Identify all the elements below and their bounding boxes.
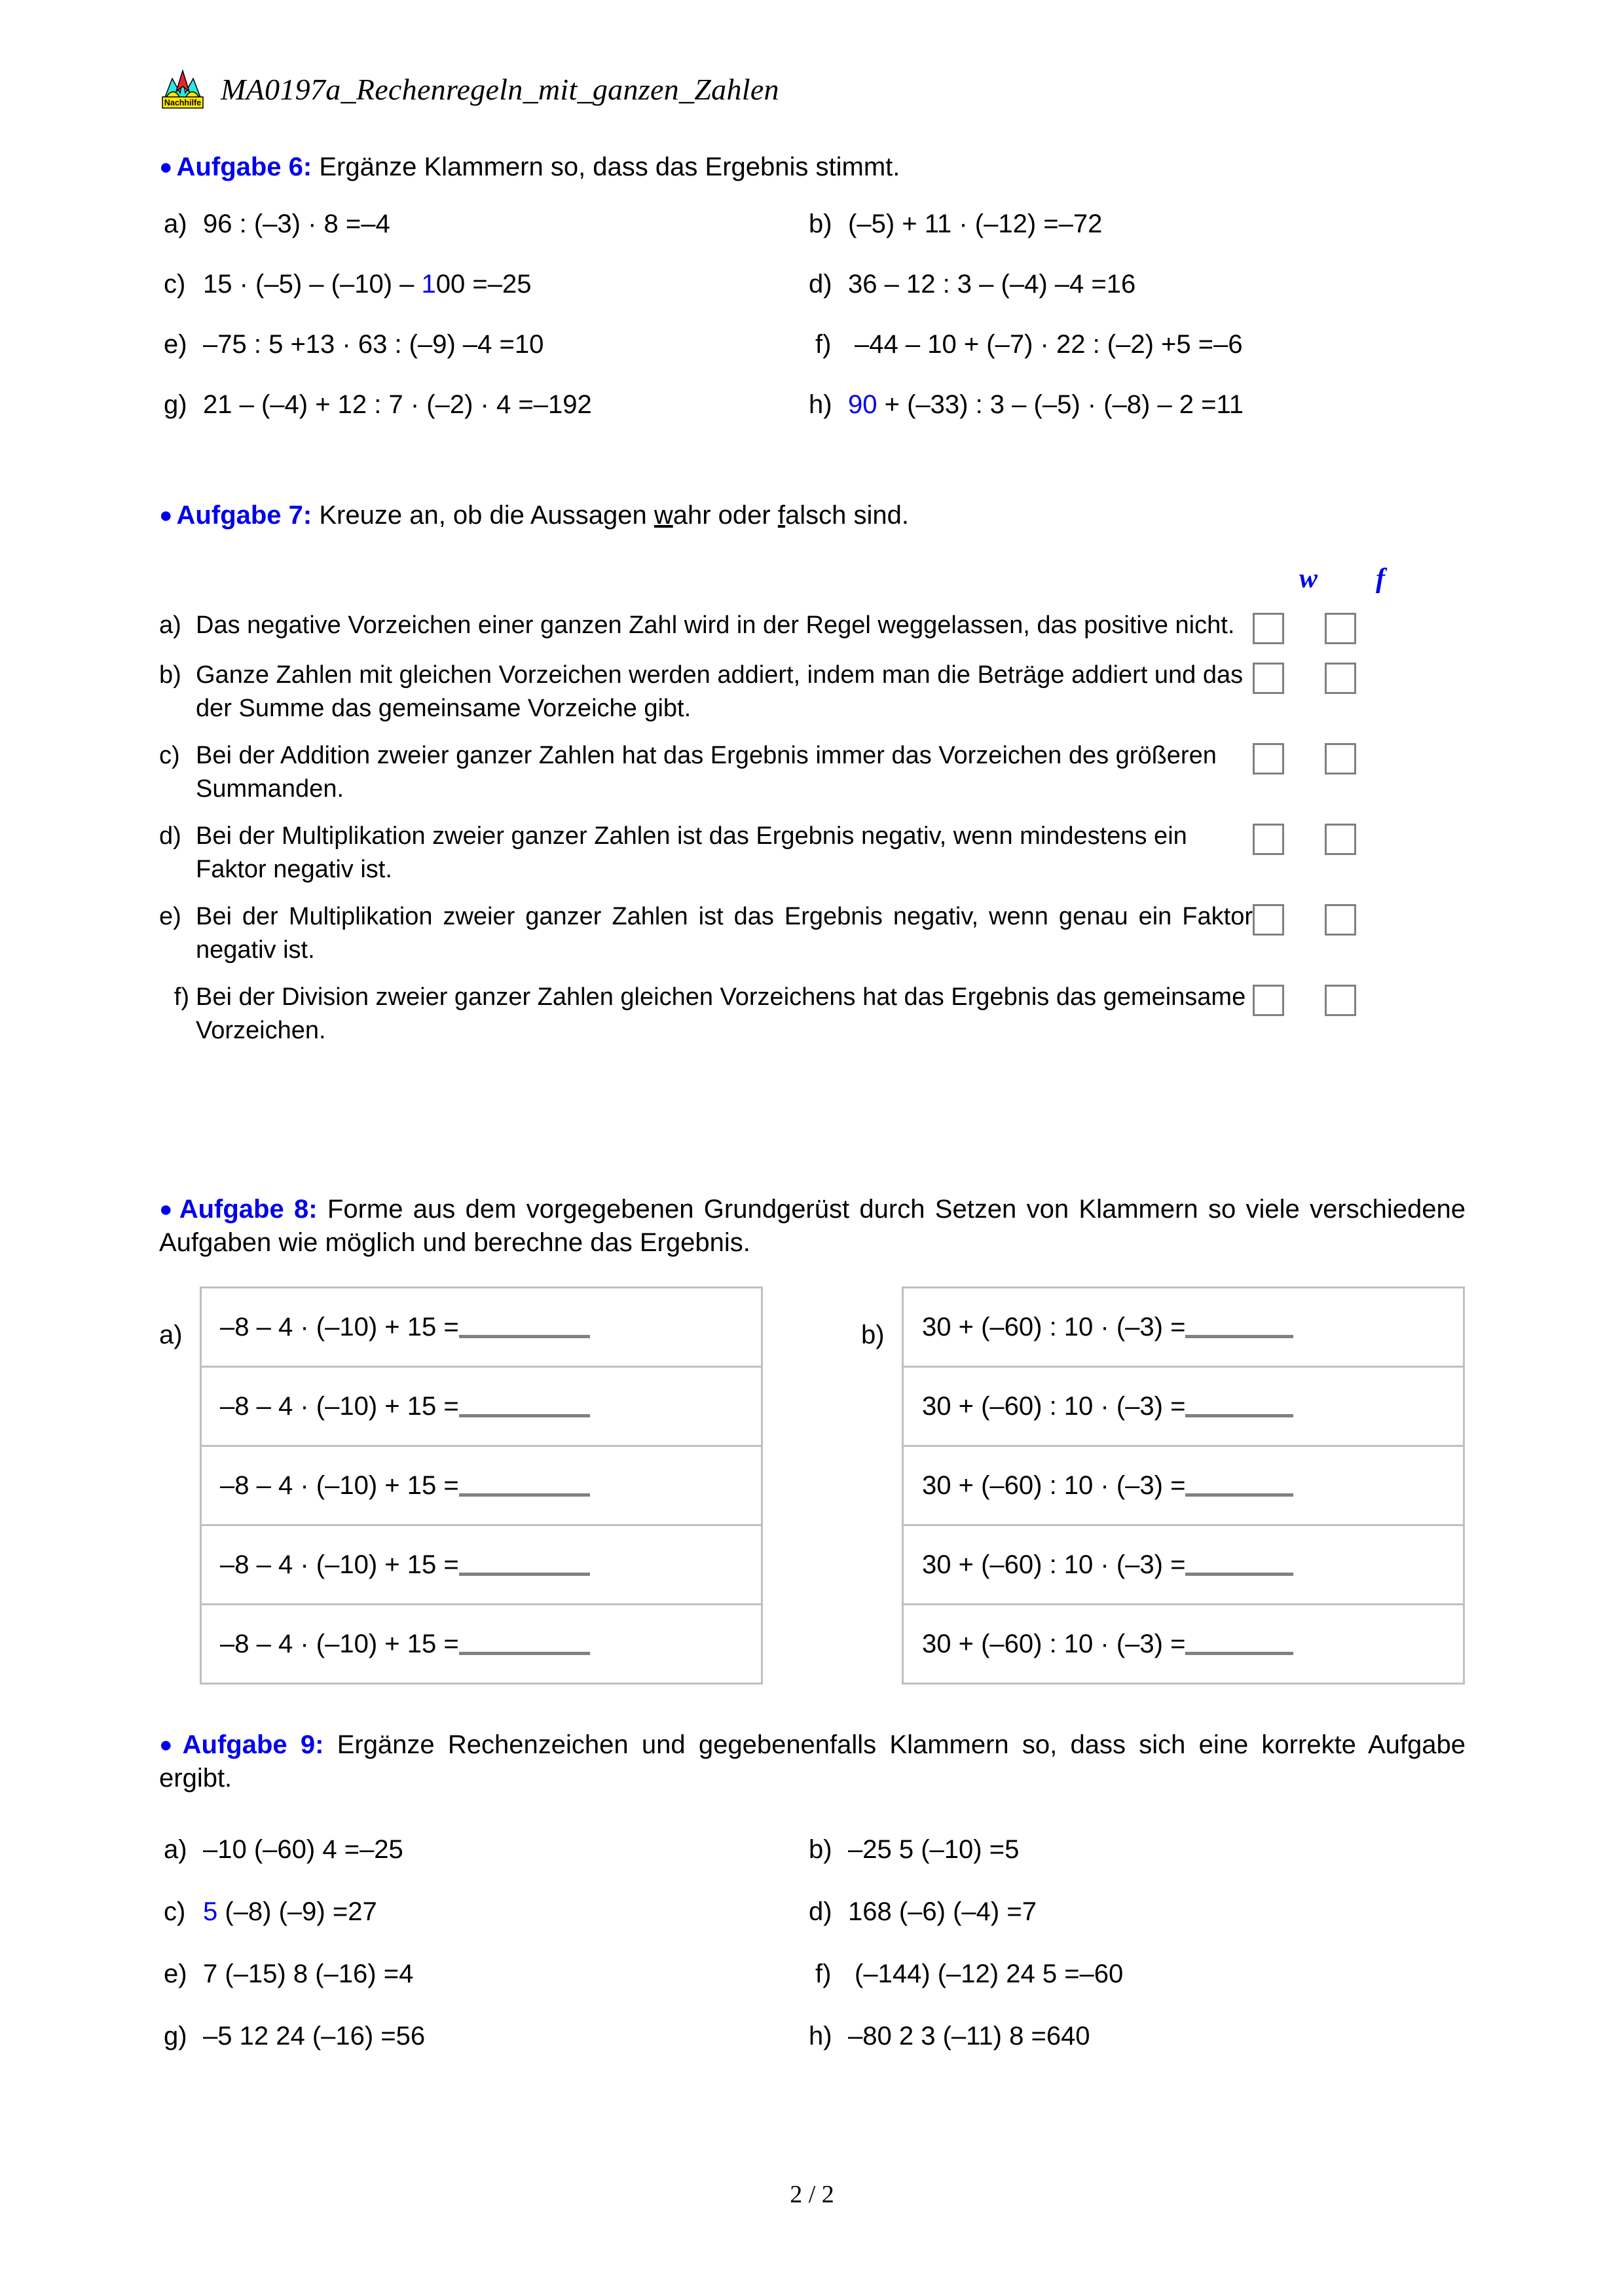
task9-heading (159, 1728, 1466, 1795)
expr-highlight: 5 (203, 1897, 218, 1926)
item-expression (203, 2023, 425, 2049)
page-footer: 2 / 2 (790, 2181, 834, 2208)
task9-item-h (809, 2023, 1464, 2049)
task8-column-a (159, 1286, 763, 1685)
table-cell[interactable] (201, 1446, 762, 1525)
expr-pre: –80 2 3 (–11) 8 =640 (848, 2022, 1090, 2050)
checkbox-falsch[interactable] (1325, 743, 1356, 774)
bullet-icon: ● (159, 1197, 175, 1222)
answer-blank[interactable] (1185, 1479, 1293, 1497)
item-expression (203, 271, 531, 297)
task8-table-b (902, 1286, 1465, 1685)
task6-instruction: Ergänze Klammern so, dass das Ergebnis stimmt. (319, 153, 900, 181)
cell-expression: 30 + (–60) : 10 · (–3) = (922, 1550, 1186, 1579)
task9-exercise-grid (164, 1836, 1464, 2049)
expr-post: 00 =–25 (435, 270, 532, 299)
task8-tag-a: a) (159, 1321, 183, 1349)
task6-item-e (164, 331, 809, 357)
checkbox-wahr[interactable] (1253, 663, 1284, 694)
task6-item-c (164, 271, 809, 297)
cell-expression: –8 – 4 · (–10) + 15 = (220, 1629, 459, 1658)
statement-checkboxes (1253, 820, 1356, 855)
item-tag: g) (164, 390, 187, 419)
item-tag: h) (809, 390, 832, 419)
item-expression (848, 1836, 1019, 1863)
expr-pre: (–144) (–12) 24 5 =–60 (855, 1959, 1124, 1988)
item-tag: g) (164, 2022, 187, 2050)
task9-item-c (164, 1899, 809, 1925)
table-cell[interactable] (903, 1605, 1464, 1684)
statement-tag: f) (174, 983, 189, 1011)
item-expression (855, 331, 1243, 357)
statement-body: Ganze Zahlen mit gleichen Vorzeichen werden addiert, indem man die Beträge addiert und das der Summe das gemeinsame Vorzeiche gibt. (196, 661, 1244, 722)
task9-item-d (809, 1899, 1464, 1925)
statement-checkboxes (1253, 609, 1356, 644)
expr-post: –72 (1058, 210, 1103, 238)
task8-label: Aufgabe 8: (179, 1195, 318, 1224)
cell-expression: –8 – 4 · (–10) + 15 = (220, 1391, 459, 1421)
item-tag: c) (164, 270, 186, 299)
expr-post: –6 (1213, 330, 1243, 359)
table-cell[interactable] (201, 1288, 762, 1367)
cell-expression: –8 – 4 · (–10) + 15 = (220, 1470, 459, 1500)
cell-expression: –8 – 4 · (–10) + 15 = (220, 1550, 459, 1579)
cell-expression: 30 + (–60) : 10 · (–3) = (922, 1470, 1186, 1500)
expr-post: –4 (361, 210, 390, 238)
checkbox-wahr[interactable] (1253, 824, 1284, 855)
item-expression (203, 392, 592, 418)
item-expression (203, 1836, 403, 1863)
checkbox-wahr[interactable] (1253, 904, 1284, 936)
task9-label: Aufgabe 9: (182, 1730, 324, 1759)
expr-pre: (–5) + 11 · (–12) = (848, 210, 1059, 238)
item-tag: a) (164, 210, 187, 238)
answer-blank[interactable] (1185, 1558, 1293, 1576)
table-cell[interactable] (903, 1525, 1464, 1605)
task8-tag-b: b) (861, 1321, 885, 1349)
checkbox-wahr[interactable] (1253, 743, 1284, 774)
task6-exercise-grid (164, 211, 1464, 418)
table-row (903, 1288, 1464, 1367)
task6-item-f (809, 331, 1464, 357)
statement-tag: e) (159, 903, 181, 931)
statement-tag: b) (159, 661, 181, 689)
checkbox-spacer (1284, 985, 1325, 1016)
item-expression (203, 1899, 377, 1925)
item-tag: f) (815, 330, 832, 359)
document-title: MA0197a_Rechenregeln_mit_ganzen_Zahlen (221, 72, 779, 106)
task7-instruction-part3: alsch sind. (784, 501, 909, 530)
task9-item-b (809, 1836, 1464, 1863)
item-expression (855, 1961, 1123, 1987)
item-expression (848, 271, 1135, 297)
expr-pre: –25 5 (–10) =5 (848, 1835, 1020, 1864)
item-tag: b) (809, 210, 832, 238)
task9-item-a (164, 1836, 809, 1863)
statement-text (159, 820, 1253, 886)
statement-row (159, 659, 1469, 725)
checkbox-falsch[interactable] (1325, 985, 1356, 1016)
expr-pre: 168 (–6) (–4) =7 (848, 1897, 1037, 1926)
checkbox-falsch[interactable] (1325, 663, 1356, 694)
table-row (903, 1605, 1464, 1684)
item-expression (848, 1899, 1037, 1925)
item-tag: h) (809, 2022, 832, 2050)
table-row (201, 1288, 762, 1367)
statement-row (159, 900, 1469, 966)
answer-blank[interactable] (459, 1400, 590, 1417)
task6-item-h (809, 392, 1464, 418)
statement-tag: d) (159, 822, 181, 850)
expr-pre: –5 12 24 (–16) =56 (203, 2022, 426, 2050)
checkbox-spacer (1284, 663, 1325, 694)
answer-blank[interactable] (459, 1479, 590, 1497)
statement-checkboxes (1253, 659, 1356, 694)
column-header-wahr: w (1299, 564, 1318, 594)
task7-instruction-part1: Kreuze an, ob die Aussagen (319, 501, 654, 530)
table-cell[interactable] (201, 1525, 762, 1605)
task8-column-gap (763, 1286, 861, 1685)
expr-post: + (–33) : 3 – (–5) · (–8) – 2 =11 (877, 390, 1244, 419)
checkbox-wahr[interactable] (1253, 985, 1284, 1016)
table-row (903, 1367, 1464, 1446)
bullet-icon: ● (159, 155, 173, 179)
item-expression (848, 392, 1244, 418)
item-tag: e) (164, 330, 187, 359)
statement-text (159, 609, 1253, 642)
statement-tag: a) (159, 611, 181, 639)
task8-instruction: Forme aus dem vorgegebenen Grundgerüst durch Setzen von Klammern so viele verschiedene Aufgaben wie möglich und berechne das Ergebnis. (159, 1195, 1466, 1258)
cell-expression: 30 + (–60) : 10 · (–3) = (922, 1312, 1186, 1341)
expr-pre: 36 – 12 : 3 – (–4) –4 = (848, 270, 1107, 299)
cell-expression: 30 + (–60) : 10 · (–3) = (922, 1629, 1186, 1658)
expr-pre: 7 (–15) 8 (–16) =4 (203, 1959, 414, 1988)
statement-checkboxes (1253, 900, 1356, 936)
task7-instruction-f: f (777, 501, 785, 530)
item-expression (203, 211, 390, 237)
table-cell[interactable] (201, 1605, 762, 1684)
item-expression (203, 331, 544, 357)
task6-label: Aufgabe 6: (176, 153, 312, 181)
statement-row (159, 609, 1469, 644)
item-tag: d) (809, 270, 832, 299)
task8-heading (159, 1193, 1466, 1260)
task8-column-b (861, 1286, 1465, 1685)
expr-post: (–8) (–9) =27 (217, 1897, 377, 1926)
expr-highlight: 1 (421, 270, 436, 299)
table-row (201, 1367, 762, 1446)
table-row (903, 1446, 1464, 1525)
checkbox-spacer (1284, 904, 1325, 936)
task9-instruction: Ergänze Rechenzeichen und gegebenenfalls Klammern so, dass sich eine korrekte Aufgabe ergibt. (159, 1730, 1466, 1793)
column-header-falsch: f (1376, 564, 1385, 594)
item-tag: f) (815, 1959, 832, 1988)
statement-tag: c) (159, 742, 180, 770)
task6-item-d (809, 271, 1464, 297)
task7-column-headers (1272, 563, 1469, 594)
statement-text (159, 659, 1253, 725)
task7-statements (159, 564, 1469, 1061)
statement-body: Bei der Multiplikation zweier ganzer Zahlen ist das Ergebnis negativ, wenn genau ein Faktor negativ ist. (196, 903, 1253, 964)
item-tag: c) (164, 1897, 186, 1926)
answer-blank[interactable] (1185, 1400, 1293, 1417)
page-header (159, 65, 779, 113)
table-row (201, 1525, 762, 1605)
table-cell[interactable] (903, 1446, 1464, 1525)
task6-item-b (809, 211, 1464, 237)
task7-instruction-w: w (654, 501, 673, 530)
task6-heading (159, 151, 1469, 184)
task7-label: Aufgabe 7: (176, 501, 312, 530)
item-tag: a) (164, 1835, 187, 1864)
statement-body: Bei der Multiplikation zweier ganzer Zahlen ist das Ergebnis negativ, wenn mindestens ein Faktor negativ ist. (196, 822, 1187, 883)
checkbox-spacer (1284, 743, 1325, 774)
task8-tables (159, 1286, 1469, 1685)
task6-item-g (164, 392, 809, 418)
task6-item-a (164, 211, 809, 237)
table-row (903, 1525, 1464, 1605)
bullet-icon: ● (159, 503, 173, 528)
item-expression (848, 2023, 1090, 2049)
expr-pre: –44 – 10 + (–7) · 22 : (–2) +5 = (855, 330, 1214, 359)
cell-expression: –8 – 4 · (–10) + 15 = (220, 1312, 459, 1341)
expr-post: –192 (533, 390, 592, 419)
checkbox-spacer (1284, 824, 1325, 855)
answer-blank[interactable] (459, 1637, 590, 1655)
expr-post: 10 (514, 330, 544, 359)
checkbox-falsch[interactable] (1325, 904, 1356, 936)
cell-expression: 30 + (–60) : 10 · (–3) = (922, 1391, 1186, 1421)
item-tag: d) (809, 1897, 832, 1926)
task8-table-a (200, 1286, 763, 1685)
statement-checkboxes (1253, 981, 1356, 1016)
svg-text:Nachhilfe: Nachhilfe (164, 98, 202, 107)
table-row (201, 1446, 762, 1525)
statement-checkboxes (1253, 739, 1356, 774)
table-cell[interactable] (903, 1288, 1464, 1367)
nachhilfe-logo-icon (159, 65, 206, 113)
statement-row (159, 981, 1469, 1047)
expr-pre: –75 : 5 +13 · 63 : (–9) –4 = (203, 330, 515, 359)
expr-pre: 15 · (–5) – (–10) – (203, 270, 422, 299)
expr-pre: –10 (–60) 4 =–25 (203, 1835, 403, 1864)
answer-blank[interactable] (1185, 1637, 1293, 1655)
bullet-icon: ● (159, 1732, 179, 1757)
task9-item-e (164, 1961, 809, 1987)
statement-text (159, 981, 1253, 1047)
checkbox-spacer (1284, 613, 1325, 644)
answer-blank[interactable] (1185, 1321, 1293, 1338)
checkbox-falsch[interactable] (1325, 824, 1356, 855)
checkbox-falsch[interactable] (1325, 613, 1356, 644)
task9-item-g (164, 2023, 809, 2049)
statement-body: Bei der Addition zweier ganzer Zahlen hat das Ergebnis immer das Vorzeichen des größeren Summanden. (196, 742, 1217, 803)
expr-post: 16 (1106, 270, 1136, 299)
table-row (201, 1605, 762, 1684)
statement-body: Bei der Division zweier ganzer Zahlen gleichen Vorzeichens hat das Ergebnis das gemeinsame Vorzeichen. (196, 983, 1246, 1044)
expr-pre: 96 : (–3) · 8 = (203, 210, 361, 238)
item-expression (848, 211, 1102, 237)
table-cell[interactable] (903, 1367, 1464, 1446)
expr-highlight: 90 (848, 390, 877, 419)
item-tag: e) (164, 1959, 187, 1988)
task7-heading (159, 499, 1469, 532)
statement-text (159, 900, 1253, 966)
statement-body: Das negative Vorzeichen einer ganzen Zahl wird in der Regel weggelassen, das positive nicht. (196, 611, 1235, 639)
answer-blank[interactable] (459, 1321, 590, 1338)
task9-item-f (809, 1961, 1464, 1987)
expr-pre: 21 – (–4) + 12 : 7 · (–2) · 4 = (203, 390, 534, 419)
item-tag: b) (809, 1835, 832, 1864)
task7-instruction-part2: ahr oder (673, 501, 778, 530)
statement-row (159, 820, 1469, 886)
answer-blank[interactable] (459, 1558, 590, 1576)
table-cell[interactable] (201, 1367, 762, 1446)
item-expression (203, 1961, 413, 1987)
statement-row (159, 739, 1469, 805)
statement-text (159, 739, 1253, 805)
checkbox-wahr[interactable] (1253, 613, 1284, 644)
